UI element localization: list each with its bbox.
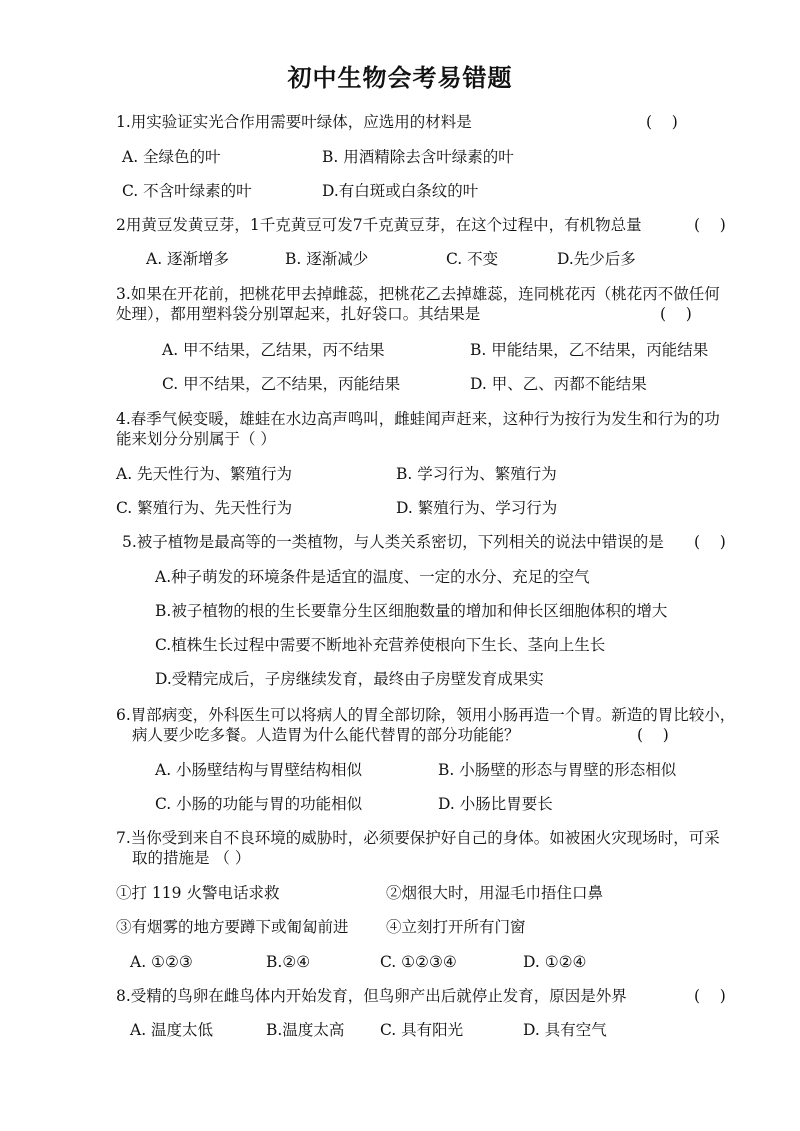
question-6-answer-bracket: ( ): [637, 726, 669, 744]
page-title: 初中生物会考易错题: [287, 63, 513, 92]
question-5-option-b: B.被子植物的根的生长要靠分生区细胞数量的增加和伸长区细胞体积的增大: [155, 602, 668, 620]
question-5-answer-bracket: ( ): [694, 533, 726, 551]
question-3-option-b: B. 甲能结果，乙不结果，丙能结果: [470, 341, 709, 359]
question-2-option-c: C. 不变: [446, 250, 499, 268]
question-6-stem-line-1: 6.胃部病变，外科医生可以将病人的胃全部切除，领用小肠再造一个胃。新造的胃比较小，: [116, 706, 736, 724]
question-7-option-a: A. ①②③: [130, 953, 193, 971]
question-7-option-c: C. ①②③④: [380, 953, 457, 971]
question-2-option-a: A. 逐渐增多: [146, 250, 230, 268]
question-7-option-d: D. ①②④: [523, 953, 587, 971]
question-8-option-c: C. 具有阳光: [380, 1021, 464, 1039]
question-8-option-a: A. 温度太低: [130, 1021, 214, 1039]
question-7-item-2: ②烟很大时，用湿毛巾捂住口鼻: [386, 884, 604, 902]
question-2-stem: 2用黄豆发黄豆芽，1千克黄豆可发7千克黄豆芽，在这个过程中，有机物总量: [116, 216, 642, 234]
question-6-option-b: B. 小肠壁的形态与胃壁的形态相似: [438, 761, 677, 779]
question-3-option-c: C. 甲不结果，乙不结果，丙能结果: [162, 375, 401, 393]
question-8-answer-bracket: ( ): [694, 987, 726, 1005]
question-4-option-c: C. 繁殖行为、先天性行为: [116, 499, 293, 517]
question-3-stem-line-1: 3.如果在开花前，把桃花甲去掉雌蕊，把桃花乙去掉雄蕊，连同桃花丙（桃花丙不做任何: [116, 285, 720, 303]
question-1-stem: 1.用实验证实光合作用需要叶绿体，应选用的材料是: [116, 113, 472, 131]
question-7-item-3: ③有烟雾的地方要蹲下或匍匐前进: [116, 918, 349, 936]
question-2-option-b: B. 逐渐减少: [285, 250, 369, 268]
question-6-stem-line-2: 病人要少吃多餐。人造胃为什么能代替胃的部分功能能？: [132, 726, 520, 744]
question-4-option-b: B. 学习行为、繁殖行为: [396, 465, 557, 483]
question-1-option-c: C. 不含叶绿素的叶: [122, 182, 252, 200]
question-7-stem-line-1: 7.当你受到来自不良环境的威胁时，必须要保护好自己的身体。如被困火灾现场时，可采: [116, 829, 720, 847]
question-3-stem-line-2: 处理），都用塑料袋分别罩起来，扎好袋口。其结果是: [116, 305, 481, 323]
question-7-stem-line-2: 取的措施是 （ ）: [132, 849, 251, 867]
question-8-stem: 8.受精的鸟卵在雌鸟体内开始发育，但鸟卵产出后就停止发育，原因是外界: [116, 987, 627, 1005]
question-4-option-a: A. 先天性行为、繁殖行为: [116, 465, 293, 483]
question-3-answer-bracket: ( ): [660, 305, 692, 323]
question-8-option-d: D. 具有空气: [523, 1021, 607, 1039]
question-2-option-d: D.先少后多: [557, 250, 636, 268]
question-3-option-d: D. 甲、乙、丙都不能结果: [470, 375, 647, 393]
question-4-stem-line-1: 4.春季气候变暖，雄蛙在水边高声鸣叫，雌蛙闻声赶来，这种行为按行为发生和行为的功: [116, 410, 720, 428]
question-6-option-a: A. 小肠壁结构与胃壁结构相似: [155, 761, 363, 779]
question-4-option-d: D. 繁殖行为、学习行为: [396, 499, 558, 517]
question-7-item-1: ①打 119 火警电话求救: [116, 884, 280, 902]
question-6-option-d: D. 小肠比胃要长: [438, 795, 553, 813]
question-1-answer-bracket: ( ): [646, 113, 678, 131]
question-3-option-a: A. 甲不结果，乙结果，丙不结果: [162, 341, 385, 359]
question-1-option-d: D.有白斑或白条纹的叶: [322, 182, 479, 200]
question-1-option-a: A. 全绿色的叶: [122, 148, 221, 166]
question-4-stem-line-2: 能来划分分别属于（ ）: [116, 430, 276, 448]
question-8-option-b: B.温度太高: [266, 1021, 345, 1039]
question-5-option-a: A.种子萌发的环境条件是适宜的温度、一定的水分、充足的空气: [155, 568, 590, 586]
question-5-stem: 5.被子植物是最高等的一类植物，与人类关系密切，下列相关的说法中错误的是: [122, 533, 664, 551]
question-6-option-c: C. 小肠的功能与胃的功能相似: [155, 795, 363, 813]
question-5-option-c: C.植株生长过程中需要不断地补充营养使根向下生长、茎向上生长: [155, 636, 606, 654]
question-7-option-b: B.②④: [266, 953, 311, 971]
question-7-item-4: ④立刻打开所有门窗: [386, 918, 526, 936]
question-1-option-b: B. 用酒精除去含叶绿素的叶: [322, 148, 514, 166]
question-2-answer-bracket: ( ): [694, 216, 726, 234]
question-5-option-d: D.受精完成后，子房继续发育，最终由子房壁发育成果实: [155, 670, 544, 688]
